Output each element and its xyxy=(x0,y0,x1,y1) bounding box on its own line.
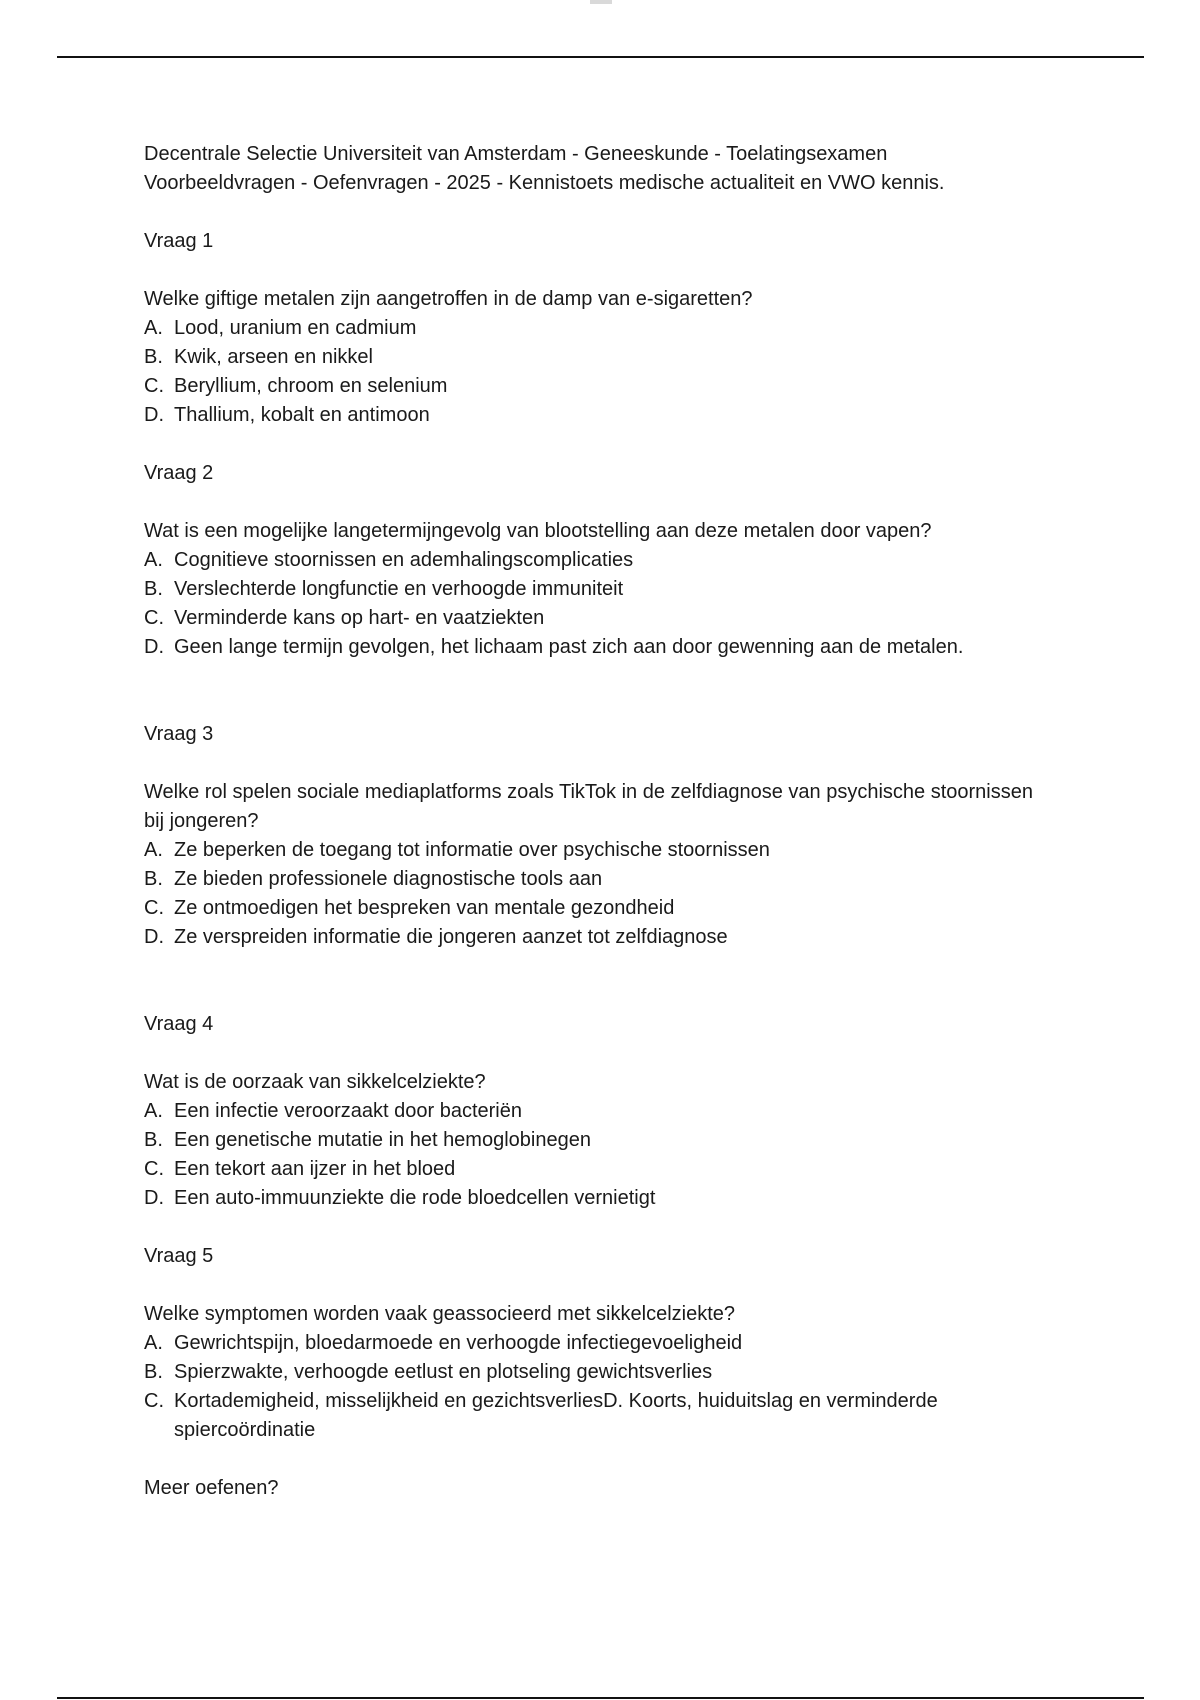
answer-option-d xyxy=(144,633,1044,662)
spacer xyxy=(144,662,1044,691)
option-letter: C. xyxy=(144,375,164,397)
option-letter: B. xyxy=(144,1129,163,1151)
option-letter: B. xyxy=(144,346,163,368)
question-label: Vraag 5 xyxy=(144,1245,214,1267)
option-letter: C. xyxy=(144,897,164,919)
option-text: Verminderde kans op hart- en vaatziekten xyxy=(174,607,545,629)
option-letter: C. xyxy=(144,1158,164,1180)
option-letter: D. xyxy=(144,1187,164,1209)
answer-option-d xyxy=(144,1184,1044,1213)
header-rule xyxy=(57,56,1144,58)
option-letter: B. xyxy=(144,578,163,600)
option-text: Spierzwakte, verhoogde eetlust en plotseling gewichtsverlies xyxy=(174,1361,713,1383)
option-letter: B. xyxy=(144,1361,163,1383)
answer-option-d xyxy=(144,923,1044,952)
option-letter: B. xyxy=(144,868,163,890)
answer-option-c xyxy=(144,894,1044,923)
question-text: Wat is de oorzaak van sikkelcelziekte? xyxy=(144,1071,486,1093)
question-block-1 xyxy=(144,227,1044,430)
option-letter: A. xyxy=(144,839,163,861)
page-top-mark xyxy=(590,0,612,4)
question-block-3 xyxy=(144,720,1044,981)
option-text: Cognitieve stoornissen en ademhalingscomplicaties xyxy=(174,549,634,571)
option-text: Ze verspreiden informatie die jongeren aanzet tot zelfdiagnose xyxy=(174,926,728,948)
option-letter: A. xyxy=(144,549,163,571)
answer-option-c xyxy=(144,372,1044,401)
question-text: Welke rol spelen sociale mediaplatforms zoals TikTok in de zelfdiagnose van psychische stoornissen bij jongeren? xyxy=(144,781,1033,832)
option-text: Een genetische mutatie in het hemoglobinegen xyxy=(174,1129,591,1151)
option-text: Een auto-immuunziekte die rode bloedcellen vernietigt xyxy=(174,1187,656,1209)
option-text: Beryllium, chroom en selenium xyxy=(174,375,448,397)
option-text: Ze bieden professionele diagnostische tools aan xyxy=(174,868,603,890)
option-text: Een infectie veroorzaakt door bacteriën xyxy=(174,1100,522,1122)
question-label: Vraag 2 xyxy=(144,462,214,484)
question-block-5 xyxy=(144,1242,1044,1445)
answer-option-a xyxy=(144,1329,1044,1358)
option-letter: A. xyxy=(144,1332,163,1354)
question-block-2 xyxy=(144,459,1044,691)
question-text: Wat is een mogelijke langetermijngevolg van blootstelling aan deze metalen door vapen? xyxy=(144,520,932,542)
answer-option-b xyxy=(144,343,1044,372)
question-label: Vraag 4 xyxy=(144,1013,214,1035)
option-letter: D. xyxy=(144,636,164,658)
question-block-4 xyxy=(144,1010,1044,1213)
more-practice-text: Meer oefenen? xyxy=(144,1477,279,1499)
answer-option-d xyxy=(144,401,1044,430)
question-text: Welke giftige metalen zijn aangetroffen in de damp van e-sigaretten? xyxy=(144,288,753,310)
answer-option-a xyxy=(144,1097,1044,1126)
option-text: Gewrichtspijn, bloedarmoede en verhoogde infectiegevoeligheid xyxy=(174,1332,743,1354)
answer-option-c xyxy=(144,604,1044,633)
option-text: Ze ontmoedigen het bespreken van mentale gezondheid xyxy=(174,897,675,919)
option-letter: A. xyxy=(144,317,163,339)
document-content xyxy=(144,140,1044,1503)
option-text: Ze beperken de toegang tot informatie over psychische stoornissen xyxy=(174,839,770,861)
answer-option-a xyxy=(144,836,1044,865)
option-letter: C. xyxy=(144,1390,164,1412)
option-text: Verslechterde longfunctie en verhoogde immuniteit xyxy=(174,578,624,600)
answer-option-b xyxy=(144,1126,1044,1155)
answer-option-c xyxy=(144,1387,1044,1445)
answer-option-b xyxy=(144,575,1044,604)
option-text: Een tekort aan ijzer in het bloed xyxy=(174,1158,456,1180)
option-letter: C. xyxy=(144,607,164,629)
answer-option-a xyxy=(144,546,1044,575)
option-letter: D. xyxy=(144,926,164,948)
option-text: Thallium, kobalt en antimoon xyxy=(174,404,430,426)
option-text: Kwik, arseen en nikkel xyxy=(174,346,373,368)
answer-option-c xyxy=(144,1155,1044,1184)
option-letter: A. xyxy=(144,1100,163,1122)
answer-option-b xyxy=(144,865,1044,894)
footer-rule xyxy=(57,1697,1144,1699)
question-text: Welke symptomen worden vaak geassocieerd met sikkelcelziekte? xyxy=(144,1303,736,1325)
answer-option-b xyxy=(144,1358,1044,1387)
spacer xyxy=(144,952,1044,981)
option-text: Kortademigheid, misselijkheid en gezichtsverliesD. Koorts, huiduitslag en verminderde spiercoördinatie xyxy=(174,1390,938,1441)
option-text: Geen lange termijn gevolgen, het lichaam past zich aan door gewenning aan de metalen. xyxy=(174,636,964,658)
document-title-line-2: Voorbeeldvragen - Oefenvragen - 2025 - Kennistoets medische actualiteit en VWO kennis. xyxy=(144,172,945,194)
answer-option-a xyxy=(144,314,1044,343)
question-label: Vraag 3 xyxy=(144,723,214,745)
option-text: Lood, uranium en cadmium xyxy=(174,317,417,339)
question-label: Vraag 1 xyxy=(144,230,214,252)
option-letter: D. xyxy=(144,404,164,426)
document-title-line-1: Decentrale Selectie Universiteit van Amsterdam - Geneeskunde - Toelatingsexamen xyxy=(144,143,888,165)
